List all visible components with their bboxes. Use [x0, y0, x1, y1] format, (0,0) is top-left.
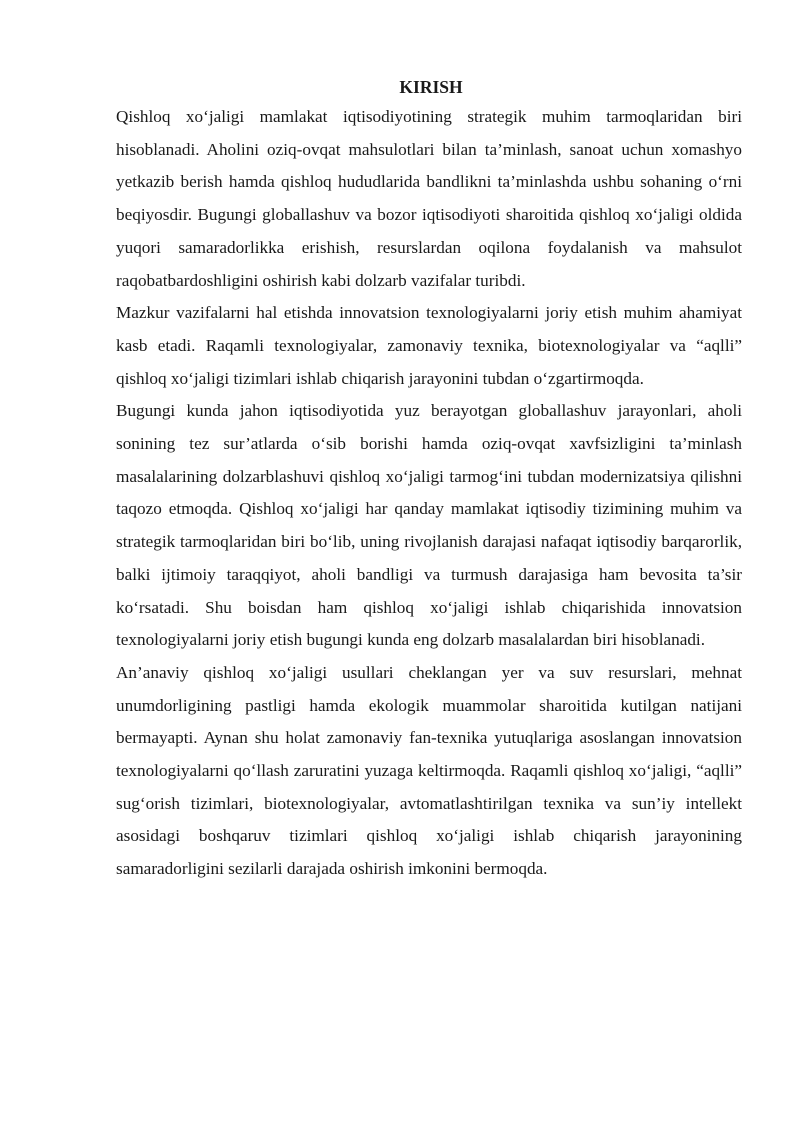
document-body: [116, 74, 742, 886]
page-title: KIRISH: [399, 77, 463, 97]
paragraph-4: An’anaviy qishloq xo‘jaligi usullari cheklangan yer va suv resurslari, mehnat unumdorligining pastligi hamda ekologik muammolar sharoitida kutilgan natijani bermayapti. Aynan shu holat zamonaviy fan-texnika yutuqlariga asoslangan innovatsion texnologiyalarni qo‘llash zaruratini yuzaga keltirmoqda. Raqamli qishloq xo‘jaligi, “aqlli” sug‘orish tizimlari, biotexnologiyalar, avtomatlashtirilgan texnika va sun’iy intellekt asosidagi boshqaruv tizimlari qishloq xo‘jaligi ishlab chiqarish jarayonining samaradorligini sezilarli darajada oshirish imkonini bermoqda.: [116, 662, 742, 879]
paragraph-1: Qishloq xo‘jaligi mamlakat iqtisodiyotining strategik muhim tarmoqlaridan biri hisoblanadi. Aholini oziq-ovqat mahsulotlari bilan ta’minlash, sanoat uchun xomashyo yetkazib berish hamda qishloq hududlarida bandlikni ta’minlashda ushbu sohaning o‘rni beqiyosdir. Bugungi globallashuv va bozor iqtisodiyoti sharoitida qishloq xo‘jaligi oldida yuqori samaradorlikka erishish, resurslardan oqilona foydalanish va mahsulot raqobatbardoshligini oshirish kabi dolzarb vazifalar turibdi.: [116, 107, 742, 290]
paragraph-3: Bugungi kunda jahon iqtisodiyotida yuz berayotgan globallashuv jarayonlari, aholi sonining tez sur’atlarda o‘sib borishi hamda oziq-ovqat xavfsizligini ta’minlash masalalarining dolzarblashuvi qishloq xo‘jaligi tarmog‘ini tubdan modernizatsiya qilishni taqozo etmoqda. Qishloq xo‘jaligi har qanday mamlakat iqtisodiy tizimining muhim va strategik tarmoqlaridan biri bo‘lib, uning rivojlanish darajasi nafaqat iqtisodiy barqarorlik, balki ijtimoiy taraqqiyot, aholi bandligi va turmush darajasiga ham bevosita ta’sir ko‘rsatadi. Shu boisdan ham qishloq xo‘jaligi ishlab chiqarishida innovatsion texnologiyalarni joriy etish bugungi kunda eng dolzarb masalalardan biri hisoblanadi.: [116, 401, 742, 650]
paragraph-2: Mazkur vazifalarni hal etishda innovatsion texnologiyalarni joriy etish muhim ahamiyat kasb etadi. Raqamli texnologiyalar, zamonaviy texnika, biotexnologiyalar va “aqlli” qishloq xo‘jaligi tizimlari ishlab chiqarish jarayonini tubdan o‘zgartirmoqda.: [116, 303, 742, 388]
